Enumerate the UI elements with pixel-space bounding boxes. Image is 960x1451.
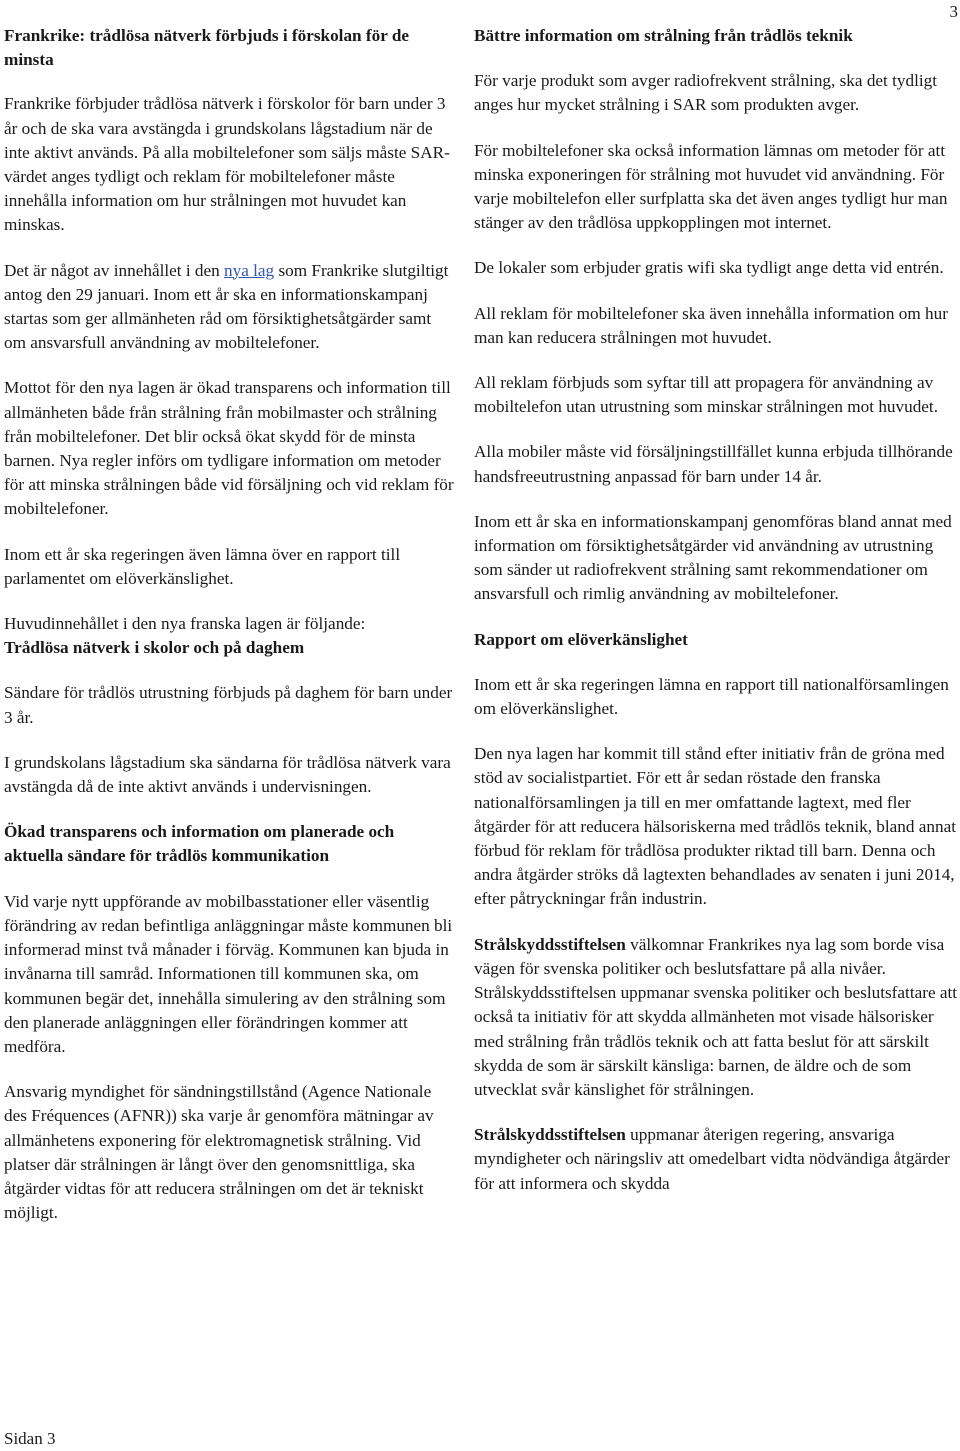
- page-number: 3: [949, 2, 958, 21]
- article-title: Frankrike: trådlösa nätverk förbjuds i förskolan för de minsta: [4, 26, 410, 70]
- report-paragraph: Inom ett år ska regeringen även lämna över en rapport till parlamentet om elöverkänslighet.: [4, 544, 401, 588]
- wifi-premises-paragraph: De lokaler som erbjuder gratis wifi ska tydligt ange detta vid entrén.: [474, 258, 944, 278]
- sar-paragraph: För varje produkt som avger radiofrekvent strålning, ska det tydligt anges hur mycket strålning i SAR som produkten avger.: [474, 71, 937, 115]
- motto-paragraph: Mottot för den nya lagen är ökad transparens och information till allmänheten både från strålning från mobilmaster och strålning från mobiltelefoner. Det blir också ökat skydd för de minsta barnen. Nya regler införs om tydligare information om metoder för att minska strålningen både vid försäljning och vid reklam för mobiltelefoner.: [4, 378, 454, 519]
- foundation-text-2: uppmanar återigen regering, ansvariga myndigheter och näringsliv att omedelbart vidta nödvändiga åtgärder för att informera och skydda: [474, 1125, 950, 1193]
- foundation-text-1: välkomnar Frankrikes nya lag som borde visa vägen för svenska politiker och beslutsfattare på alla nivåer. Strålskyddsstiftelsen uppmanar svenska politiker och beslutsfattare att också ta initiativ för att skydda allmänheten mot visade hälsorisker med strålning från trådlös teknik och att fatta beslut för att särskilt skydda de som är särskilt känsliga: barnen, de äldre och de som utvecklat svår känslighet för strålningen.: [474, 934, 958, 1099]
- main-content-intro: Huvudinnehållet i den nya franska lagen är följande:: [4, 614, 366, 634]
- exposure-paragraph: För mobiltelefoner ska också information lämnas om metoder för att minska exponeringen för strålning mot huvudet vid användning. För varje mobiltelefon eller surfplatta ska det även anges tydligt hur man stänger av den trådlösa uppkopplingen mot internet.: [474, 140, 948, 233]
- campaign-paragraph: Inom ett år ska en informationskampanj genomföras bland annat med information om försiktighetsåtgärder vid användning av utrustning som sänder ut radiofrekvent strålning samt rekommendationer om ansvarsfull och rimlig användning av mobiltelefoner.: [474, 511, 952, 604]
- page-footer: Sidan 3: [4, 1429, 56, 1448]
- heading-better-information: Bättre information om strålning från trådlös teknik: [474, 26, 853, 45]
- daycare-paragraph: Sändare för trådlös utrustning förbjuds på daghem för barn under 3 år.: [4, 683, 453, 727]
- foundation-name-2: Strålskyddsstiftelsen: [474, 1125, 626, 1145]
- heading-transparency: Ökad transparens och information om planerade och aktuella sändare för trådlös kommunikation: [4, 822, 395, 866]
- primary-school-paragraph: I grundskolans lågstadium ska sändarna för trådlösa nätverk vara avstängda då de inte aktivt används i undervisningen.: [4, 752, 451, 797]
- foundation-paragraph-2: [474, 1123, 960, 1196]
- foundation-paragraph-1: [474, 933, 960, 1102]
- afnr-paragraph: Ansvarig myndighet för sändningstillstånd (Agence Nationale des Fréquences (AFNR)) ska varje år genomföra mätningar av allmänhetens exponering för elektromagnetisk strålning. Vid platser där strålningen är långt över den genomsnittliga, ska åtgärder vidtas för att reducera strålningen om det är tekniskt möjligt.: [4, 1082, 434, 1223]
- law-text-after: som Frankrike slutgiltigt antog den 29 januari. Inom ett år ska en informationskampanj startas som ger allmänheten råd om försiktighetsåtgärder samt om ansvarsfull användning av mobiltelefoner.: [4, 260, 449, 353]
- intro-paragraph: Frankrike förbjuder trådlösa nätverk i förskolor för barn under 3 år och de ska vara avstängda i grundskolans lågstadium när de inte aktivt används. På alla mobiltelefoner som säljs måste SAR-värdet anges tydligt och reklam för mobiltelefoner måste innehålla information om hur strålningen mot huvudet kan minskas.: [4, 94, 450, 235]
- foundation-name: Strålskyddsstiftelsen: [474, 934, 626, 954]
- advertising-info-paragraph: All reklam för mobiltelefoner ska även innehålla information om hur man kan reducera strålningen mot huvudet.: [474, 303, 948, 347]
- handsfree-paragraph: Alla mobiler måste vid försäljningstillfället kunna erbjuda tillhörande handsfreeutrustning anpassad för barn under 14 år.: [474, 442, 953, 486]
- basestation-paragraph: Vid varje nytt uppförande av mobilbasstationer eller väsentlig förändring av redan befintliga anläggningar måste kommunen bli informerad minst två månader i förväg. Kommunen kan bjuda in invånarna till samråd. Informationen till kommunen ska, om kommunen begär det, innehålla simulering av den strålning som den planerade anläggningen eller förändringen kommer att medföra.: [4, 891, 453, 1056]
- advertising-ban-paragraph: All reklam förbjuds som syftar till att propagera för användning av mobiltelefon utan utrustning som minskar strålningen mot huvudet.: [474, 373, 939, 417]
- main-content-paragraph: [4, 612, 454, 660]
- heading-ehs-report: Rapport om elöverkänslighet: [474, 629, 688, 649]
- law-paragraph: [4, 259, 454, 356]
- heading-wireless-schools: Trådlösa nätverk i skolor och på daghem: [4, 638, 305, 658]
- right-column: [474, 24, 960, 1217]
- ehs-report-paragraph: Inom ett år ska regeringen lämna en rapport till nationalförsamlingen om elöverkänslighet.: [474, 674, 949, 719]
- left-column: [4, 24, 454, 1246]
- background-paragraph: Den nya lagen har kommit till stånd efter initiativ från de gröna med stöd av socialistpartiet. För ett år sedan röstade den franska nationalförsamlingen ja till en mer omfattande lagtext, med fler åtgärder för att reducera hälsoriskerna med trådlös teknik, bland annat förbud för reklam för trådlösa produkter riktad till barn. Denna och andra åtgärder ströks då lagtexten behandlades av senaten i juni 2014, efter påtryckningar från industrin.: [474, 744, 957, 909]
- law-text-before: Det är något av innehållet i den: [4, 260, 225, 280]
- nya-lag-link[interactable]: nya lag: [224, 260, 275, 280]
